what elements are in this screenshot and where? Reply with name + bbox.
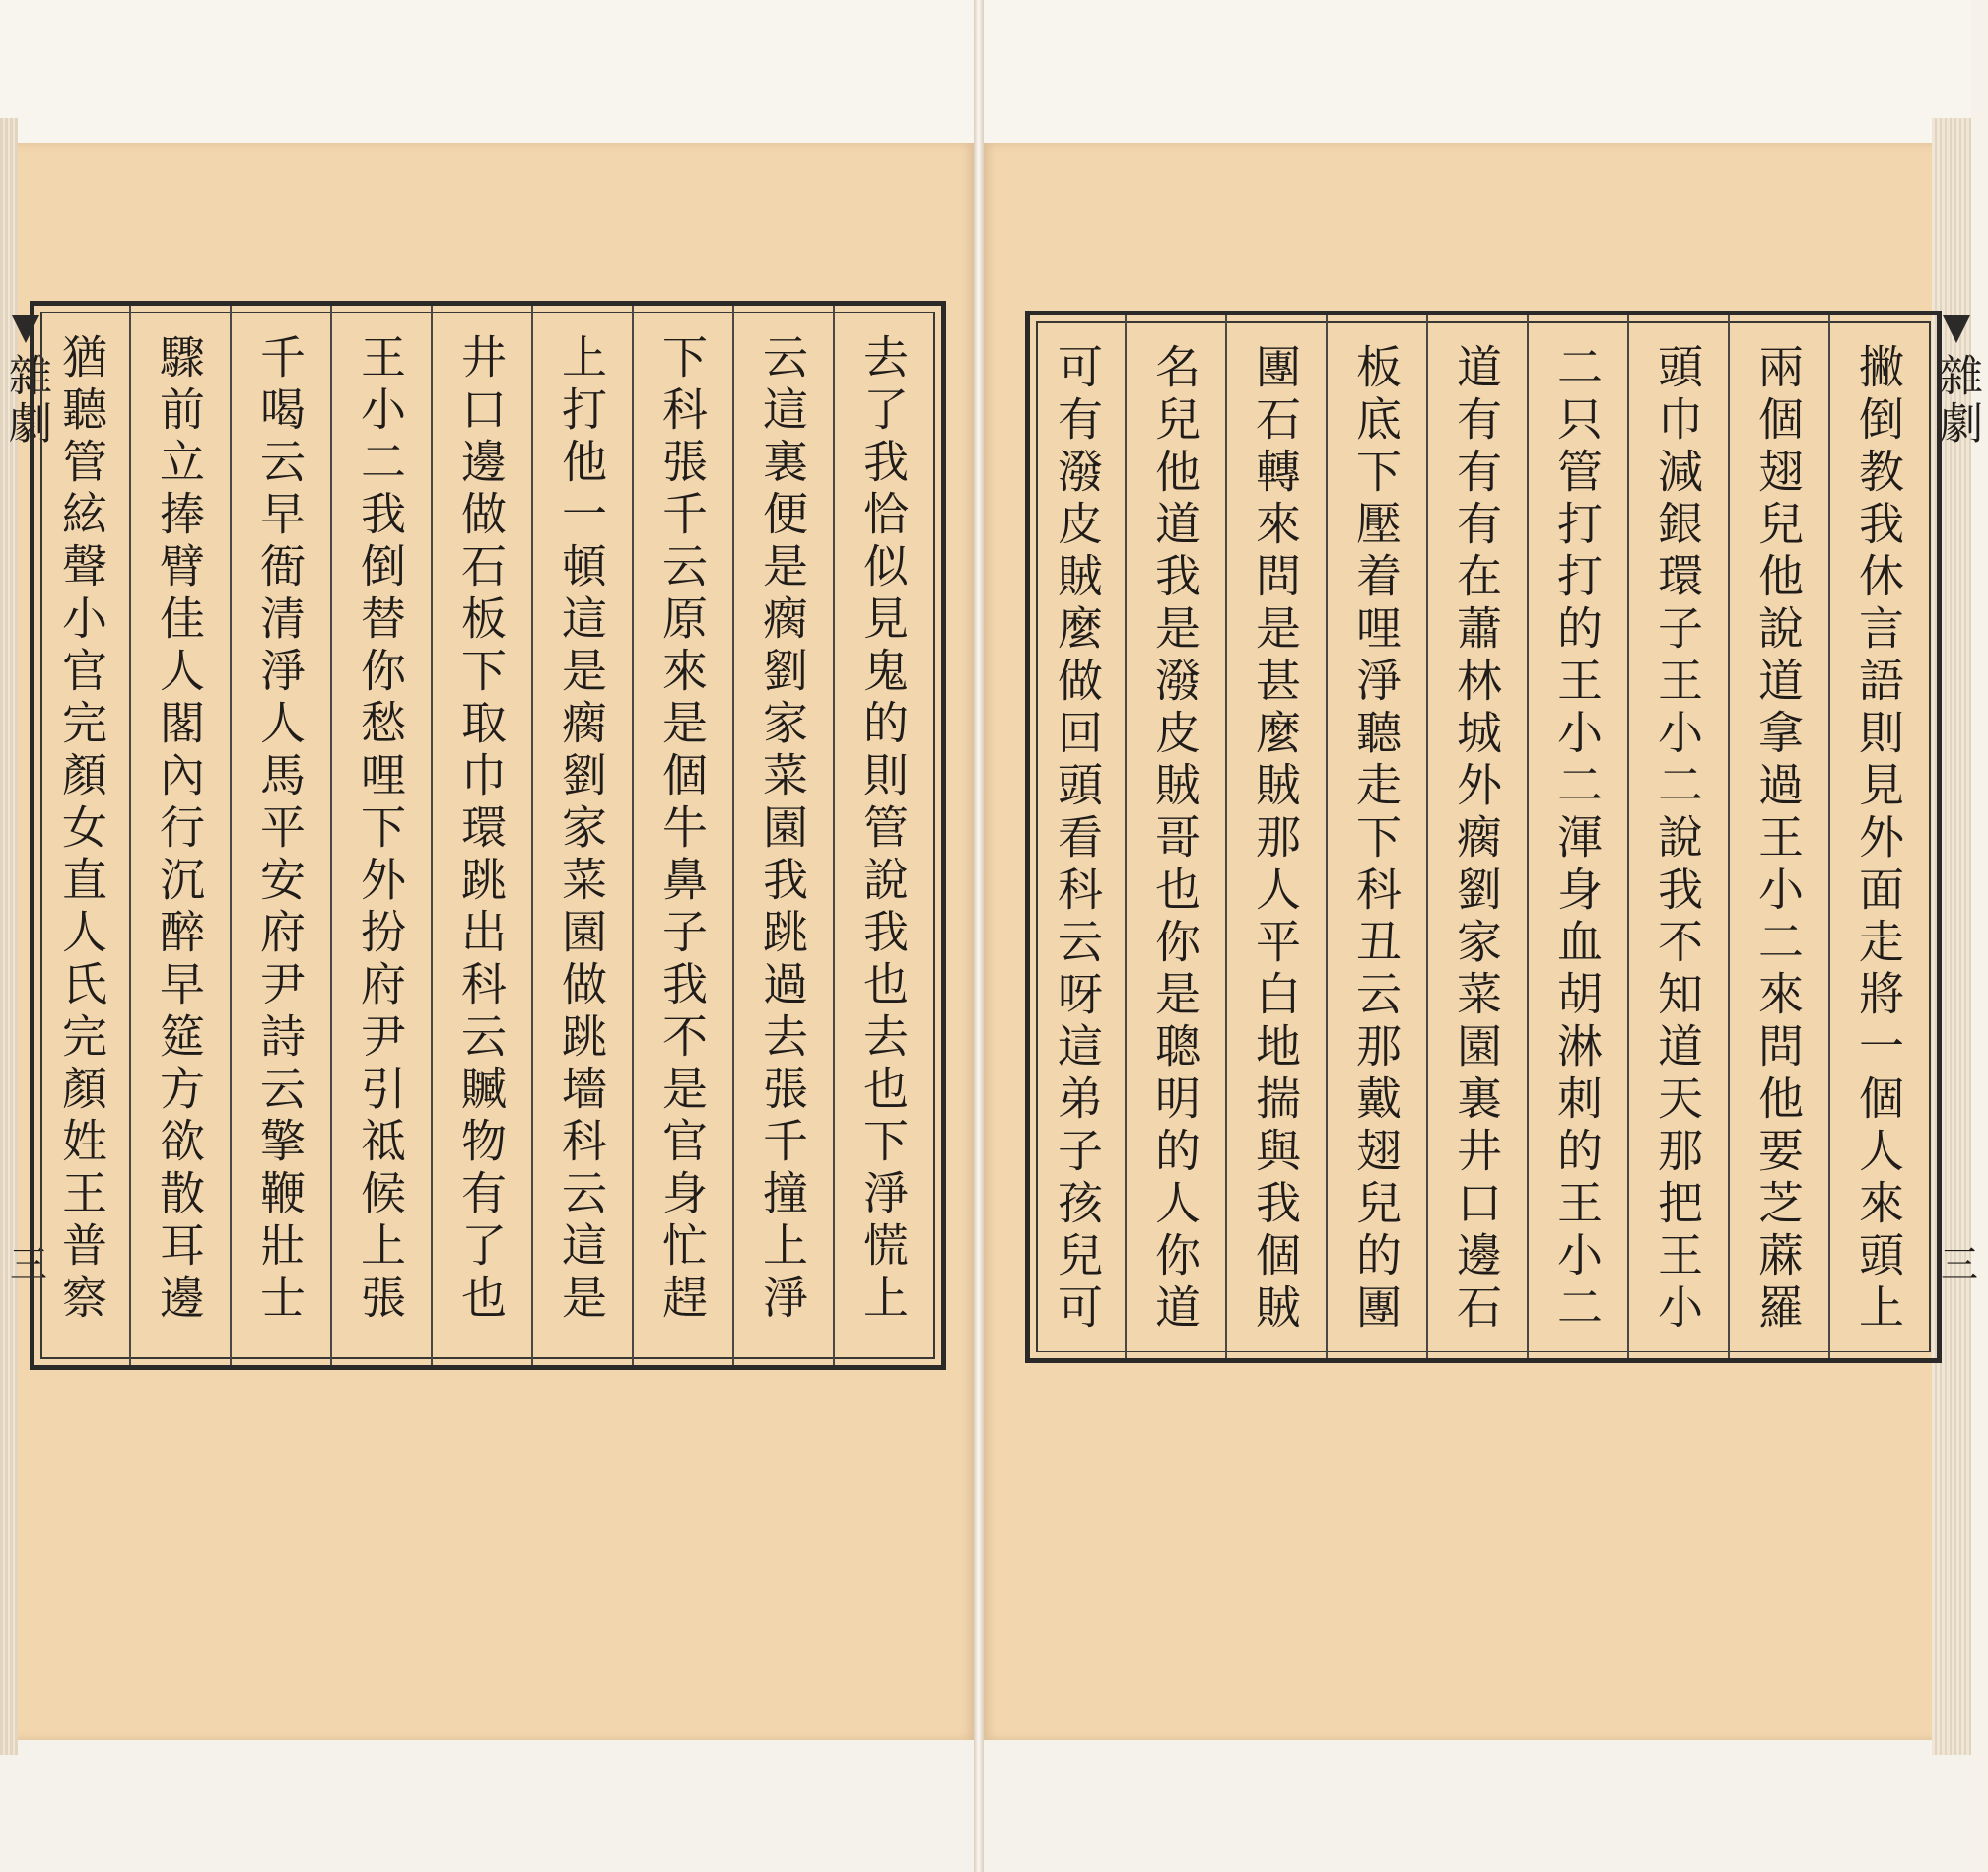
column-rule bbox=[833, 306, 835, 1365]
text-column-6 bbox=[1329, 315, 1423, 1358]
column-text: 千喝云早衙清淨人馬平安府尹詩云擎鞭壯士 bbox=[253, 333, 307, 1326]
column-text: 猶聽管絃聲小官完顏女直人氏完顏姓王普察 bbox=[55, 333, 108, 1326]
leaf-number: 三 bbox=[3, 1244, 47, 1282]
column-rule bbox=[1828, 315, 1830, 1358]
text-column-1 bbox=[1831, 315, 1926, 1358]
column-rule bbox=[330, 306, 332, 1365]
text-column-2 bbox=[1731, 315, 1825, 1358]
column-rule bbox=[129, 306, 131, 1365]
column-rule bbox=[1527, 315, 1529, 1358]
text-column-5 bbox=[1429, 315, 1524, 1358]
column-rule bbox=[1125, 315, 1127, 1358]
text-column-5 bbox=[434, 306, 528, 1365]
text-column-9 bbox=[1030, 315, 1125, 1358]
column-rule bbox=[1627, 315, 1629, 1358]
column-text: 井口邊做石板下取巾環跳出科云贓物有了也 bbox=[454, 333, 508, 1326]
column-text: 去了我恰似見鬼的則管說我也去也下淨慌上 bbox=[857, 333, 910, 1326]
text-column-4 bbox=[1530, 315, 1624, 1358]
paper-top-margin bbox=[0, 0, 1971, 148]
column-rule bbox=[632, 306, 634, 1365]
column-text: 下科張千云原來是個牛鼻子我不是官身忙趕 bbox=[655, 333, 709, 1326]
text-column-1 bbox=[836, 306, 930, 1365]
column-rule bbox=[230, 306, 232, 1365]
column-rule bbox=[1326, 315, 1328, 1358]
column-text: 團石轉來問是甚麼賊那人平白地揣與我個賊 bbox=[1249, 343, 1302, 1336]
text-column-4 bbox=[534, 306, 629, 1365]
column-rule bbox=[1225, 315, 1227, 1358]
text-column-7 bbox=[233, 306, 327, 1365]
column-text: 名兒他道我是潑皮賊哥也你是聰明的人你道 bbox=[1148, 343, 1201, 1336]
column-text: 頭巾減銀環子王小二說我不知道天那把王小 bbox=[1651, 343, 1704, 1336]
column-text: 板底下壓着哩淨聽走下科丑云那戴翅兒的團 bbox=[1349, 343, 1403, 1336]
centre-strip-section: 雜劇 bbox=[1932, 353, 1982, 448]
column-text: 上打他一頓這是瘸劉家菜園做跳墻科云這是 bbox=[555, 333, 608, 1326]
column-text: 可有潑皮賊麼做回頭看科云呀這弟子孩兒可 bbox=[1051, 343, 1104, 1336]
column-rule bbox=[1426, 315, 1428, 1358]
paper-bottom-margin bbox=[0, 1724, 1971, 1872]
column-text: 道有有有在蕭林城外瘸劉家菜園裏井口邊石 bbox=[1450, 343, 1503, 1336]
right-page-text-frame bbox=[1025, 311, 1942, 1363]
column-rule bbox=[531, 306, 533, 1365]
column-text: 王小二我倒替你愁哩下外扮府尹引祗候上張 bbox=[354, 333, 407, 1326]
centre-strip-section: 雜劇 bbox=[1, 353, 51, 448]
left-page-text-frame bbox=[30, 301, 946, 1370]
column-rule bbox=[431, 306, 433, 1365]
text-column-9 bbox=[34, 306, 129, 1365]
text-column-8 bbox=[1128, 315, 1222, 1358]
text-column-3 bbox=[635, 306, 729, 1365]
text-column-6 bbox=[333, 306, 428, 1365]
column-rule bbox=[1728, 315, 1730, 1358]
column-text: 兩個翅兒他說道拿過王小二來問他要芝蔴羅 bbox=[1751, 343, 1805, 1336]
text-column-7 bbox=[1228, 315, 1323, 1358]
book-gutter bbox=[974, 0, 984, 1872]
column-text: 二只管打打的王小二渾身血胡淋刺的王小二 bbox=[1550, 343, 1604, 1336]
leaf-number: 三 bbox=[1934, 1244, 1978, 1282]
column-rule bbox=[732, 306, 734, 1365]
column-text: 驟前立捧臂佳人閣內行沉醉早筵方欲散耳邊 bbox=[153, 333, 206, 1326]
column-text: 云這裏便是瘸劉家菜園我跳過去張千撞上淨 bbox=[756, 333, 809, 1326]
text-column-2 bbox=[735, 306, 830, 1365]
column-text: 撇倒教我休言語則見外面走將一個人來頭上 bbox=[1852, 343, 1905, 1336]
fish-tail-mark-icon bbox=[1943, 315, 1970, 343]
text-column-3 bbox=[1630, 315, 1725, 1358]
text-column-8 bbox=[132, 306, 227, 1365]
